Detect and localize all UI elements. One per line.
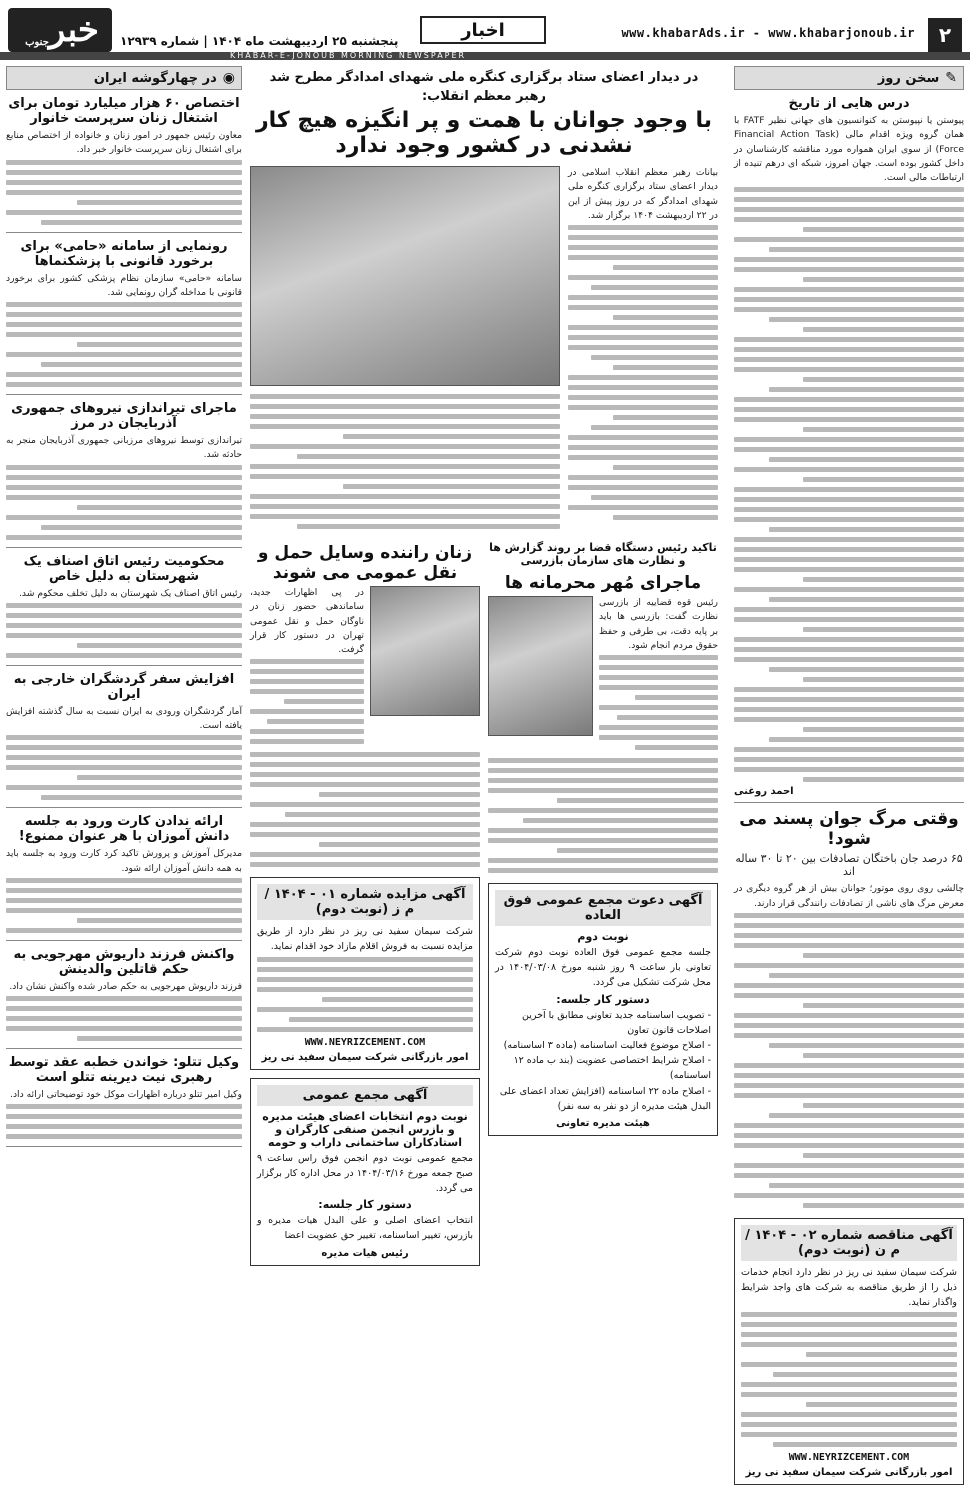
news-brief-body: تیراندازی توسط نیروهای مرزبانی جمهوری آذربایجان منجر به حادثه شد. [6,435,242,461]
article-title: درس هایی از تاریخ [788,96,910,111]
author-byline: احمد روغنی [734,786,794,798]
news-brief [6,814,242,941]
center-column [250,66,718,1426]
news-brief-body: آمار گردشگران ورودی به ایران نسبت به سال گذشته افزایش یافته است. [6,705,242,731]
ad-agenda-title: دستور کار جلسه: [556,992,650,1006]
ad-agenda [495,1008,711,1114]
issue-date-line: پنجشنبه ۲۵ اردیبهشت ماه ۱۴۰۴ | شماره ۱۲۹۳۹ [120,34,399,48]
news-brief-body: سامانه «حامی» سازمان نظام پزشکی کشور برای برخورد قانونی با مداخله گران رونمایی شد. [6,272,242,298]
site-urls[interactable]: www.khabarAds.ir - www.khabarjonoub.ir [621,26,915,40]
article-body: چالشی روی روی موتور؛ جوانان بیش از هر گروه دیگری در معرض مرگ های ناشی از تصادفات رانندگی قرار دارند. [734,883,964,909]
news-brief-title: رونمایی از سامانه «حامی» برای برخورد قانونی با پزشکنماها [20,238,228,269]
ad-body: مجمع عمومی نوبت دوم انجمن فوق راس ساعت ۹ صبح جمعه مورخ ۱۴۰۴/۰۳/۱۶ در محل اداره کار برگزار می گردد. [257,1152,473,1194]
newspaper-logo [8,8,112,52]
news-brief-title: وکیل تتلو: خواندن خطبه عقد توسط رهبری نیت دیرینه تتلو است [8,1055,240,1085]
column-header-label: در چهارگوشه ایران [93,70,217,86]
lead-kicker: در دیدار اعضای ستاد برگزاری کنگره ملی شهدای امدادگر مطرح شد [269,70,699,85]
news-brief-title: ماجرای تیراندازی نیروهای جمهوری آذربایجان در مرز [11,401,237,431]
ad-title: آگهی مناقصه شماره ۰۲ - ۱۴۰۴ / م ن (نوبت دوم) [741,1225,957,1261]
agenda-item: - اصلاح ماده ۲۲ اساسنامه (افزایش تعداد اعضای علی البدل هیئت مدیره از دو نفر به سه نفر) [499,1085,711,1112]
lead-superhead: رهبر معظم انقلاب: [421,89,546,104]
lead-headline: با وجود جوانان با همت و پر انگیزه هیچ کار نشدنی در کشور وجود ندارد [255,108,713,158]
news-brief [6,96,242,233]
ad-signature: هیئت مدیره تعاونی [556,1117,650,1129]
portrait-photo [488,596,593,736]
column-header-regions [6,66,242,90]
lead-body: بیانات رهبر معظم انقلاب اسلامی در دیدار اعضای ستاد برگزاری کنگره ملی شهدای امدادگر که در روز پیش از این در ۲۲ اردیبهشت ۱۴۰۴ برگزار شد. [568,167,718,221]
news-brief-body: مدیرکل آموزش و پرورش تاکید کرد کارت ورود به جلسه باید به همه دانش آموزان ارائه شود. [6,848,242,874]
agenda-item: - اصلاح موضوع فعالیت اساسنامه (ماده ۳ اساسنامه) [503,1039,711,1051]
news-brief [6,239,242,396]
news-brief-body: فرزند داریوش مهرجویی به حکم صادر شده واکنش نشان داد. [9,980,242,992]
news-brief-title: اختصاص ۶۰ هزار میلیارد تومان برای اشتغال زنان سرپرست خانوار [8,96,240,126]
ad-subtitle: نوبت دوم انتخابات اعضای هیئت مدیره و بازرس انجمن صنفی کارگران و استادکاران ساختمانی داراب و حومه [262,1109,468,1149]
right-column [734,66,965,1479]
ad-agenda: انتخاب اعضای اصلی و علی البدل هیات مدیره و بازرس، تغییر اساسنامه، تغییر حق عضویت اعضا [257,1215,473,1242]
ad-title: آگهی مزایده شماره ۰۱ - ۱۴۰۴ / م ز (نوبت دوم) [257,884,473,920]
section-title: اخبار [420,16,546,44]
news-brief-list [6,96,242,1147]
agenda-item: - اصلاح شرایط اختصاصی عضویت (بند ب ماده ۱۲ اساسنامه) [513,1055,711,1082]
news-brief-title: افزایش سفر گردشگران خارجی به ایران [13,671,235,702]
ad-signature: رئیس هیات مدیره [321,1247,409,1259]
ad-url[interactable]: WWW.NEYRIZCEMENT.COM [304,1036,426,1048]
story-title: زنان راننده وسایل حمل و نقل عمومی می شوند [257,543,473,583]
ad-body: شرکت سیمان سفید نی ریز در نظر دارد از طریق مزایده نسبت به فروش اقلام مازاد خود اقدام نماید. [257,926,473,953]
news-brief-title: واکنش فرزند داریوش مهرجویی به حکم قاتلین والدینش [13,946,235,977]
ad-url[interactable]: WWW.NEYRIZCEMENT.COM [788,1452,910,1464]
ad-title: آگهی دعوت مجمع عمومی فوق العاده [495,890,711,926]
ad-subtitle: نوبت دوم [577,930,629,943]
story-body: در پی اظهارات جدید، ساماندهی حضور زنان در ناوگان حمل و نقل عمومی تهران در دستور کار قرار گرفت. [250,587,364,655]
masthead-band [0,52,970,60]
story-kicker: تاکید رئیس دستگاه قضا بر روند گزارش ها و نظارت های سازمان بازرسی [489,541,717,567]
article-body-lines [734,911,964,1210]
map-pin-icon: ◉ [222,70,235,86]
story-title: ماجرای مُهر محرمانه ها [504,573,702,593]
auction-ad [250,877,480,1069]
news-brief-title: ارائه ندادن کارت ورود به جلسه دانش آموزان با هر عنوان ممنوع! [18,814,230,845]
ad-body: شرکت سیمان سفید نی ریز در نظر دارد انجام خدمات ذیل را از طریق مناقصه به شرکت های واجد شرایط واگذار نماید. [741,1266,957,1309]
news-brief [6,1055,242,1147]
column-header-opinion [734,66,964,90]
column-header-label: سخن روز [877,70,940,86]
page-number: ۲ [928,18,962,52]
article-title: وقتی مرگ جوان پسند می شود! [739,809,959,850]
news-brief [6,401,242,548]
tender-ad [734,1218,964,1485]
lead-photo [250,166,560,386]
news-brief-body: معاون رئیس جمهور در امور زنان و خانواده از اختصاص منابع برای اشتغال زنان سرپرست خانوار خبر داد. [6,130,242,156]
ad-signature: امور بازرگانی شرکت سیمان سفید نی ریز [745,1467,953,1479]
news-brief-body: رئیس اتاق اصناف یک شهرستان به دلیل تخلف محکوم شد. [19,587,242,599]
pen-icon: ✎ [945,70,957,86]
article-subtitle: ۶۵ درصد جان باختگان تصادفات بین ۲۰ تا ۳۰ ساله اند [735,852,963,879]
ad-signature: امور بازرگانی شرکت سیمان سفید نی ریز [261,1051,469,1063]
news-brief [6,947,242,1049]
assembly-ad [250,1078,480,1266]
agenda-item: - تصویب اساسنامه جدید تعاونی مطابق با آخرین اصلاحات قانون تعاون [522,1009,711,1036]
article-body-lines [734,185,964,784]
meeting-ad [488,883,718,1136]
logo-sub: جنوب [25,37,49,48]
news-brief [6,672,242,809]
ad-agenda-title: دستور کار جلسه: [318,1198,412,1212]
story-body: رئیس قوه قضاییه از بازرسی نظارت گفت: بازرسی ها باید بر پایه دقت، بی طرفی و حفظ حقوق مردم انجام شود. [599,597,718,651]
band-text: KHABAR-E-JONOUB MORNING NEWSPAPER [230,51,467,60]
portrait-photo [370,586,480,716]
left-column [6,66,242,1426]
logo-text: خبر [48,10,99,50]
news-brief-title: محکومیت رئیس اتاق اصناف یک شهرستان به دلیل خاص [23,553,225,584]
ad-title: آگهی مجمع عمومی [257,1085,473,1106]
ad-body: جلسه مجمع عمومی فوق العاده نوبت دوم شرکت تعاونی بار ساعت ۹ روز شنبه مورخ ۱۴۰۴/۰۳/۰۸ در محل شرکت تشکیل می گردد. [495,947,711,989]
news-brief [6,554,242,666]
article-body: پیوستن یا نپیوستن به کنوانسیون های جهانی نظیر FATF با همان گروه ویژه اقدام مالی (Financial Action Task Force) از سوی ایران همواره مورد مناقشه کارشناسان در داخل کشور بوده است. جهان امروز، شبکه ای درهم تنیده از ارتباطات مالی است. [734,115,965,183]
news-brief-body: وکیل امیر تتلو درباره اظهارات موکل خود توضیحاتی ارائه داد. [10,1089,242,1100]
masthead [0,0,970,56]
